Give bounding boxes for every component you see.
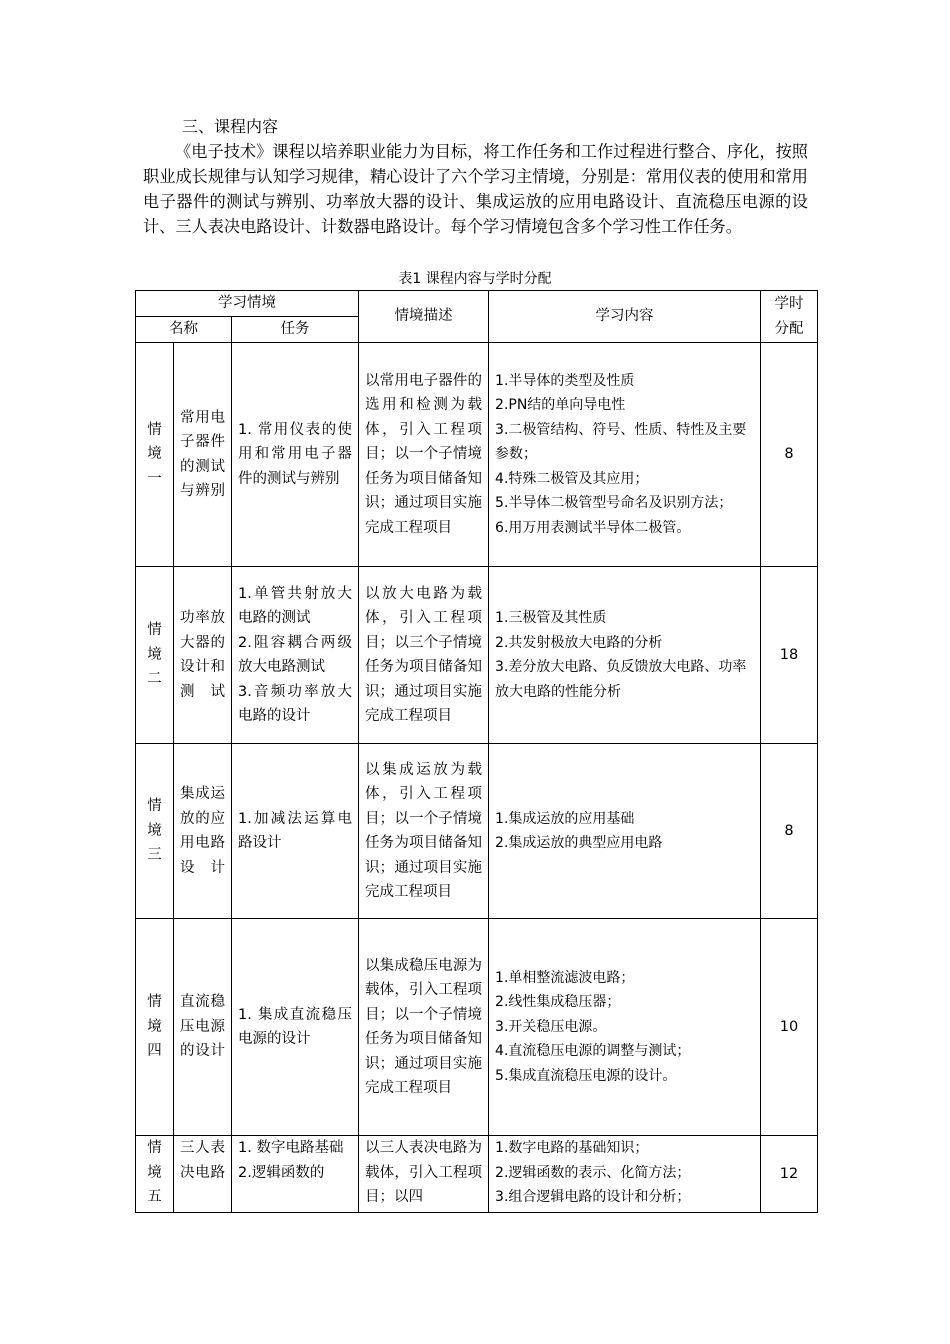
description-cell: 以常用电子器件的选用和检测为载体，引入工程项目；以一个子情境任务为项目储备知识；通过项目实施完成工程项目 (359, 343, 489, 567)
course-table (135, 290, 818, 1213)
name-cell: 三人表决电路 (174, 1136, 232, 1213)
hours-cell: 12 (761, 1136, 818, 1213)
name-cell: 直流稳压电源的设计 (174, 919, 232, 1136)
header-hours-line1: 学时 (774, 296, 804, 312)
content-item: 3.二极管结构、符号、性质、特性及主要参数； (495, 421, 747, 463)
table-row (136, 744, 818, 919)
header-hours-line2: 分配 (774, 320, 804, 337)
hours-cell: 10 (761, 919, 818, 1136)
situation-cell: 情境五 (136, 1136, 174, 1213)
content-item: 3.组合逻辑电路的设计和分析； (495, 1189, 691, 1205)
task-item: 1. 常用仪表的使用和常用电子器件的测试与辨别 (238, 421, 353, 487)
task-item: 1.单管共射放大电路的测试 (238, 585, 353, 626)
header-task: 任务 (232, 317, 359, 343)
content-item: 6.用万用表测试半导体二极管。 (495, 519, 691, 536)
content-item: 1.单相整流滤波电路； (495, 969, 635, 986)
table-caption: 表1 课程内容与学时分配 (398, 271, 552, 287)
task-cell (232, 1136, 359, 1213)
description-cell: 以三人表决电路为载体，引入工程项目；以四 (359, 1136, 489, 1213)
description-cell: 以集成稳压电源为载体，引入工程项目；以一个子情境任务为项目储备知识；通过项目实施完成工程项目 (359, 919, 489, 1136)
name-cell: 功率放大器的设计和测试 (174, 567, 232, 744)
name-cell: 常用电子器件的测试与辨别 (174, 343, 232, 567)
table-row (136, 567, 818, 744)
content-item: 5.半导体二极管型号命名及识别方法； (495, 495, 733, 512)
hours-cell: 8 (761, 343, 818, 567)
content-cell (489, 1136, 761, 1213)
content-item: 3.开关稳压电源。 (495, 1018, 607, 1035)
content-item: 2.逻辑函数的表示、化简方法； (495, 1164, 691, 1181)
task-item: 1. 数字电路基础 (238, 1140, 344, 1156)
task-cell (232, 919, 359, 1136)
situation-cell: 情境三 (136, 744, 174, 919)
content-item: 2.共发射极放大电路的分析 (495, 634, 663, 651)
task-item: 1. 集成直流稳压电源的设计 (238, 1006, 353, 1047)
intro-paragraph (143, 139, 808, 239)
task-item: 3.音频功率放大电路的设计 (238, 683, 353, 724)
situation-cell: 情境四 (136, 919, 174, 1136)
content-item: 1.半导体的类型及性质 (495, 372, 635, 389)
header-name: 名称 (136, 317, 232, 343)
task-cell (232, 567, 359, 744)
content-item: 4.直流稳压电源的调整与测试； (495, 1043, 691, 1060)
hours-cell: 18 (761, 567, 818, 744)
content-cell (489, 567, 761, 744)
section-heading: 三、课程内容 (182, 117, 279, 136)
task-cell (232, 744, 359, 919)
header-content: 学习内容 (489, 291, 761, 343)
task-item: 2.阻容耦合两级放大电路测试 (238, 634, 353, 675)
content-item: 2.集成运放的典型应用电路 (495, 835, 663, 851)
content-item: 1.集成运放的应用基础 (495, 810, 635, 827)
content-item: 4.特殊二极管及其应用； (495, 470, 649, 487)
content-item: 1.数字电路的基础知识； (495, 1140, 649, 1156)
intro-text: 《电子技术》课程以培养职业能力为目标，将工作任务和工作过程进行整合、序化，按照职业成长规律与认知学习规律，精心设计了六个学习主情境，分别是：常用仪表的使用和常用电子器件的测试与辨别、功率放大器的设计、集成运放的应用电路设计、直流稳压电源的设计、三人表决电路设计、计数器电路设计。每个学习情境包含多个学习性工作任务。 (143, 142, 808, 236)
table-row (136, 1136, 818, 1213)
description-cell: 以放大电路为载体，引入工程项目；以三个子情境任务为项目储备知识；通过项目实施完成工程项目 (359, 567, 489, 744)
name-cell: 集成运放的应用电路设计 (174, 744, 232, 919)
content-cell (489, 744, 761, 919)
header-description: 情境描述 (359, 291, 489, 343)
table-row (136, 343, 818, 567)
task-item: 2.逻辑函数的 (238, 1164, 325, 1181)
content-item: 1.三极管及其性质 (495, 610, 607, 626)
header-hours (761, 291, 818, 343)
description-cell: 以集成运放为载体，引入工程项目；以一个子情境任务为项目储备知识；通过项目实施完成工程项目 (359, 744, 489, 919)
task-item: 1.加减法运算电路设计 (238, 810, 353, 851)
table-row (136, 919, 818, 1136)
situation-cell: 情境一 (136, 343, 174, 567)
content-item: 3.差分放大电路、负反馈放大电路、功率放大电路的性能分析 (495, 659, 747, 700)
content-cell (489, 919, 761, 1136)
content-item: 2.线性集成稳压器； (495, 994, 621, 1011)
hours-cell: 8 (761, 744, 818, 919)
content-cell (489, 343, 761, 567)
content-item: 2.PN结的单向导电性 (495, 397, 626, 414)
content-item: 5.集成直流稳压电源的设计。 (495, 1067, 677, 1084)
header-situation: 学习情境 (136, 291, 359, 317)
situation-cell: 情境二 (136, 567, 174, 744)
task-cell (232, 343, 359, 567)
